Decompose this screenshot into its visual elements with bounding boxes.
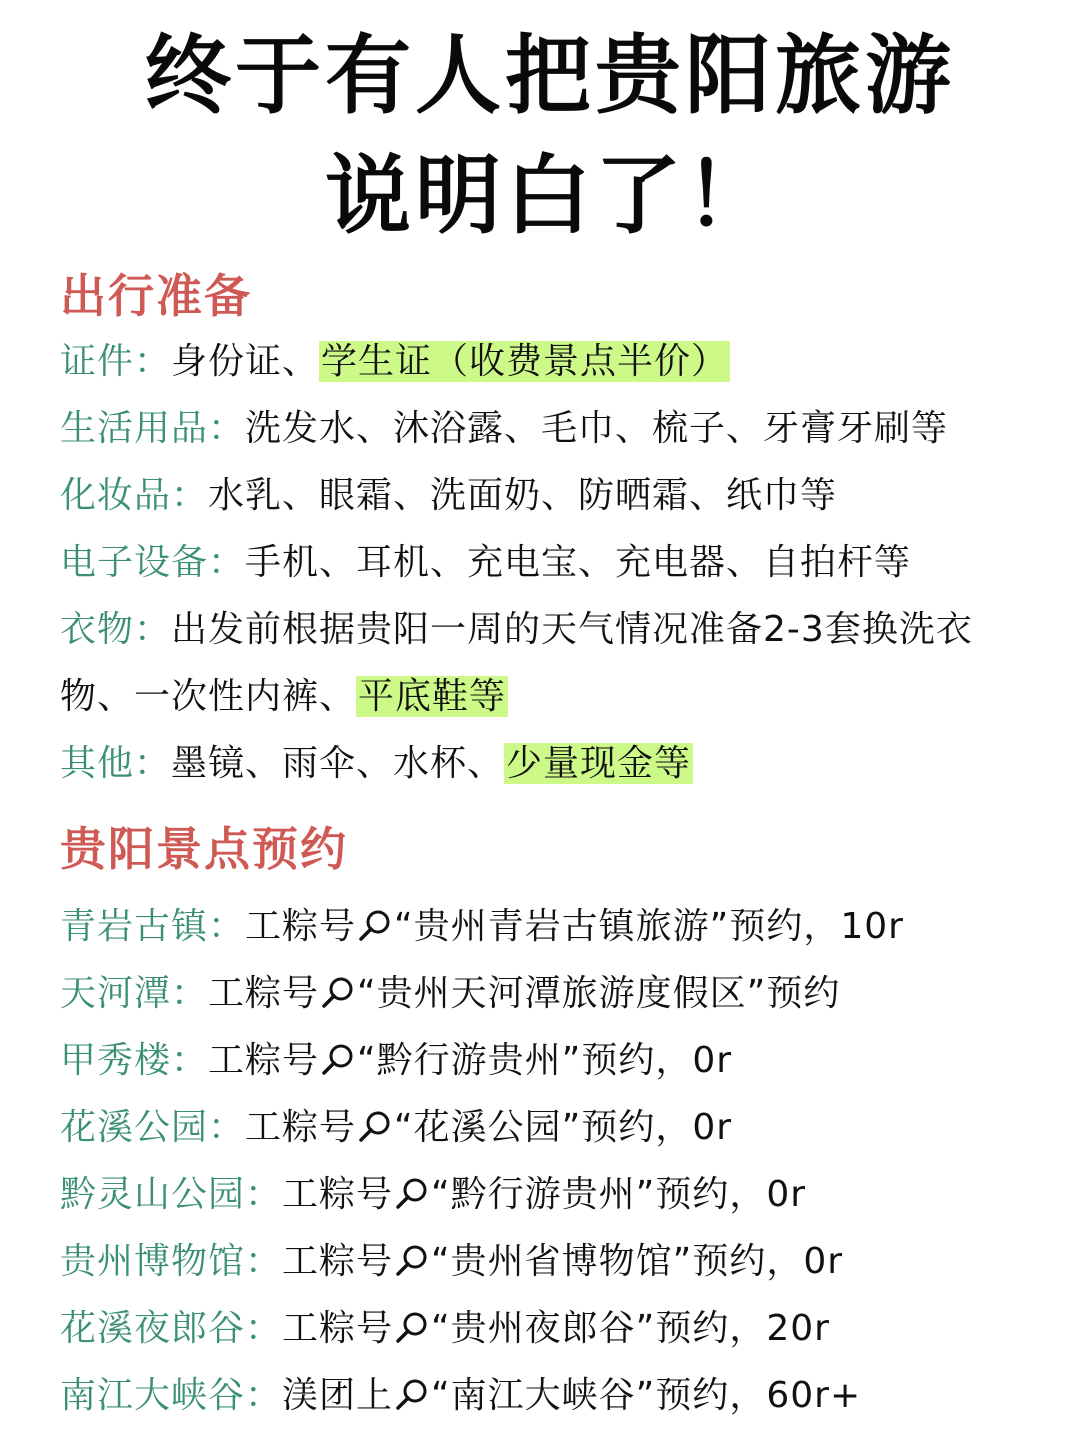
item-platform: 工粽号 <box>208 973 320 1014</box>
item-label: 电子设备： <box>60 542 246 583</box>
search-icon <box>395 1310 429 1344</box>
item-target: “花溪公园”预约，0r <box>394 1107 733 1148</box>
item-platform: 工粽号 <box>282 1174 394 1215</box>
item-highlight: 平底鞋等 <box>358 676 507 717</box>
item-platform: 渼团上 <box>282 1375 394 1416</box>
section-heading-prep: 出行准备 <box>60 269 252 323</box>
item-platform: 工粽号 <box>245 1107 357 1148</box>
search-icon <box>321 1042 355 1076</box>
search-icon <box>395 1377 429 1411</box>
item-platform: 工粽号 <box>282 1241 394 1282</box>
prep-item-clothing <box>60 596 1040 730</box>
item-highlight: 少量现金等 <box>506 743 692 784</box>
item-label: 其他： <box>60 743 172 784</box>
item-label: 南江大峡谷： <box>60 1375 283 1416</box>
item-label: 生活用品： <box>60 408 246 449</box>
search-icon <box>358 1109 392 1143</box>
search-icon <box>395 1243 429 1277</box>
item-label: 青岩古镇： <box>60 906 246 947</box>
item-platform: 工粽号 <box>245 906 357 947</box>
search-icon <box>358 908 392 942</box>
booking-item-huaxi-park <box>60 1094 1040 1161</box>
item-target: “南江大峡谷”预约，60r+ <box>431 1375 862 1416</box>
booking-item-museum <box>60 1228 1040 1295</box>
item-target: “贵州省博物馆”预约，0r <box>431 1241 844 1282</box>
item-label: 花溪公园： <box>60 1107 246 1148</box>
title-line-1: 终于有人把贵阳旅游 <box>145 26 955 126</box>
item-label: 贵州博物馆： <box>60 1241 283 1282</box>
page-title <box>60 0 1040 256</box>
item-text: 出发前根据贵阳一周的天气情况准备2-3套换洗衣物、一次性内裤、 <box>60 609 973 717</box>
section-heading-booking: 贵阳景点预约 <box>60 822 348 876</box>
item-highlight: 学生证（收费景点半价） <box>321 341 729 382</box>
item-text: 手机、耳机、充电宝、充电器、自拍杆等 <box>245 542 912 583</box>
item-text: 身份证、 <box>171 341 320 382</box>
prep-item-other <box>60 730 1040 797</box>
booking-item-nanjiang <box>60 1362 1040 1429</box>
prep-item-electronics <box>60 529 1040 596</box>
search-icon <box>321 975 355 1009</box>
item-text: 水乳、眼霜、洗面奶、防晒霜、纸巾等 <box>208 475 838 516</box>
title-line-2: 说明白了！ <box>325 146 775 246</box>
prep-list <box>60 328 1040 797</box>
item-target: “贵州青岩古镇旅游”预约，10r <box>394 906 904 947</box>
search-icon <box>395 1176 429 1210</box>
booking-item-tianhetan <box>60 960 1040 1027</box>
item-target: “黔行游贵州”预约，0r <box>431 1174 807 1215</box>
item-target: “黔行游贵州”预约，0r <box>357 1040 733 1081</box>
item-target: “贵州夜郎谷”预约，20r <box>431 1308 830 1349</box>
item-label: 黔灵山公园： <box>60 1174 283 1215</box>
booking-item-qingyan <box>60 893 1040 960</box>
prep-item-cosmetics <box>60 462 1040 529</box>
booking-list <box>60 893 1040 1429</box>
booking-item-jiaxiu <box>60 1027 1040 1094</box>
item-target: “贵州天河潭旅游度假区”预约 <box>357 973 841 1014</box>
item-label: 证件： <box>60 341 172 382</box>
prep-item-toiletries <box>60 395 1040 462</box>
item-platform: 工粽号 <box>282 1308 394 1349</box>
prep-item-documents <box>60 328 1040 395</box>
item-label: 花溪夜郎谷： <box>60 1308 283 1349</box>
item-label: 化妆品： <box>60 475 209 516</box>
item-label: 天河潭： <box>60 973 209 1014</box>
item-text: 墨镜、雨伞、水杯、 <box>171 743 505 784</box>
booking-item-qianling <box>60 1161 1040 1228</box>
booking-item-yelang <box>60 1295 1040 1362</box>
item-platform: 工粽号 <box>208 1040 320 1081</box>
item-label: 衣物： <box>60 609 172 650</box>
item-label: 甲秀楼： <box>60 1040 209 1081</box>
item-text: 洗发水、沐浴露、毛巾、梳子、牙膏牙刷等 <box>245 408 949 449</box>
